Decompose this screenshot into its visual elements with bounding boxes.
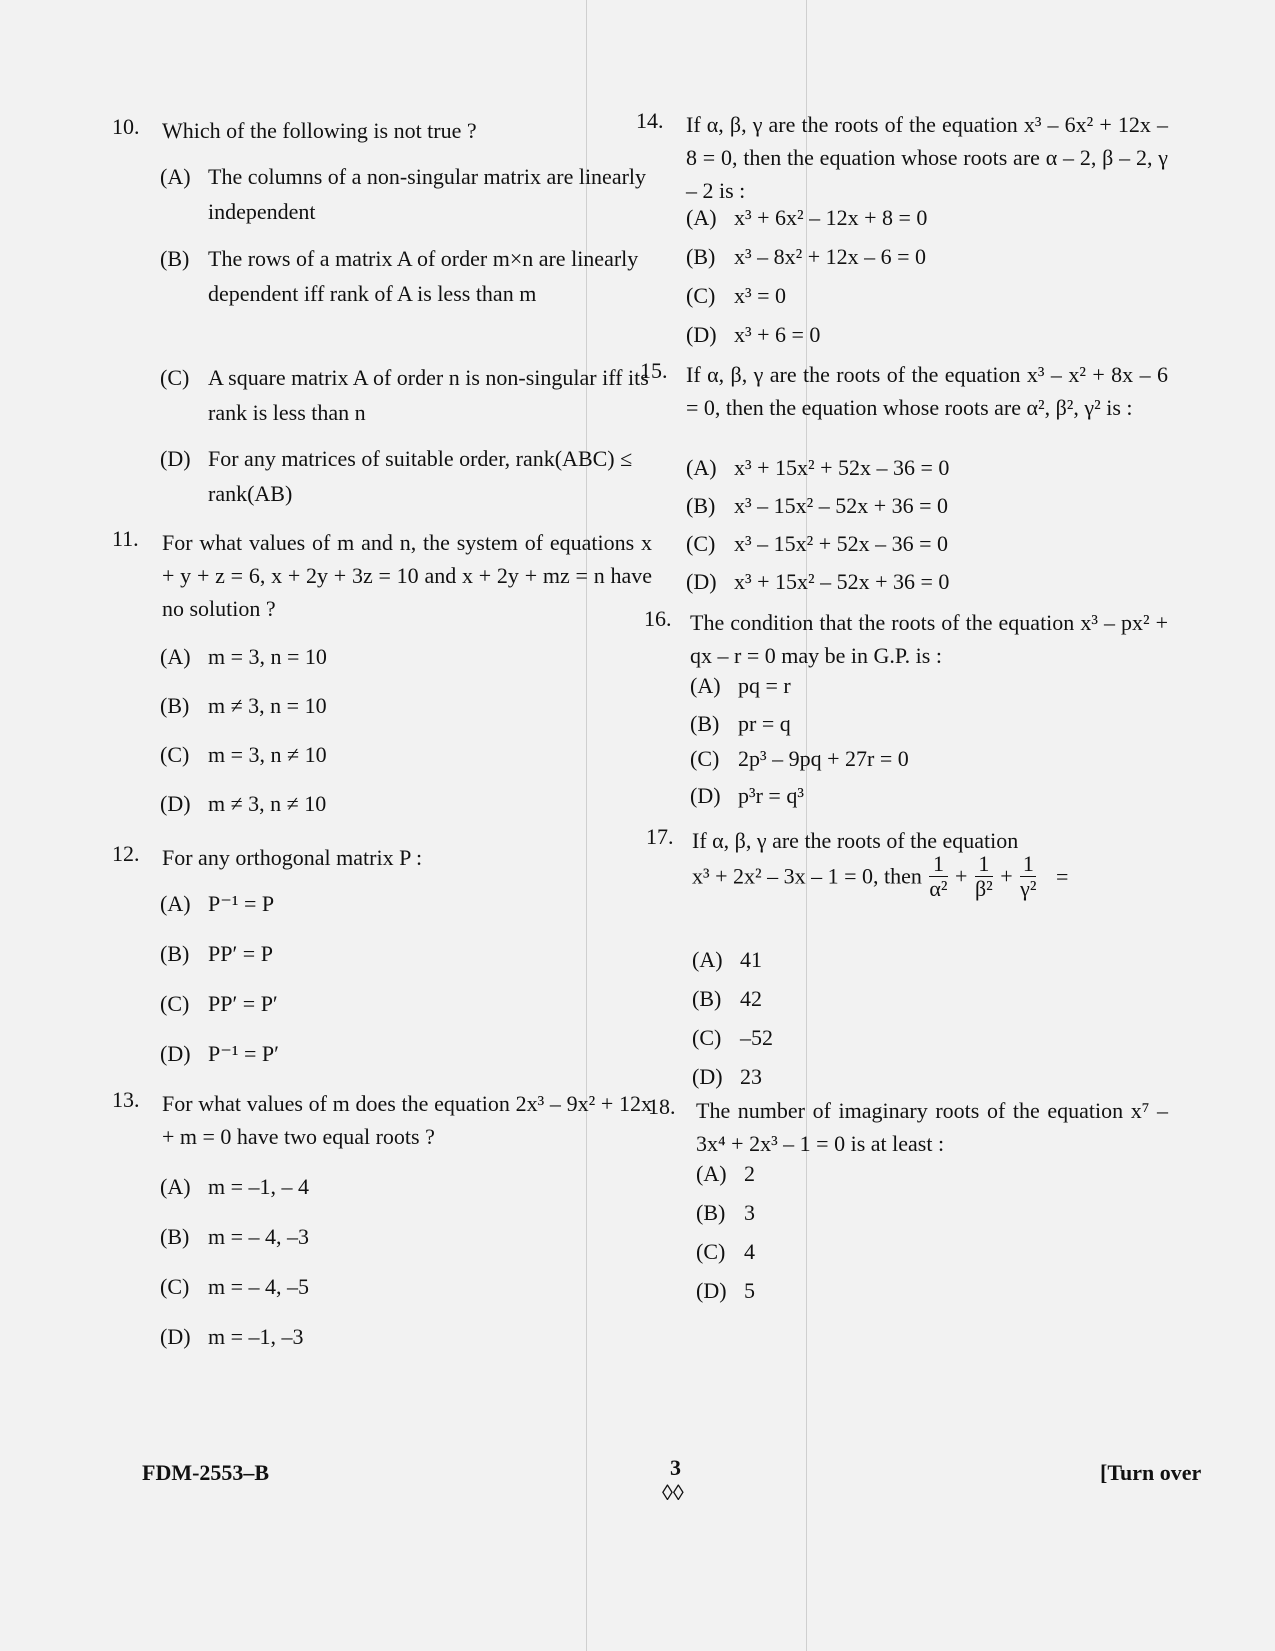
question-text: The number of imaginary roots of the equation x⁷ – 3x⁴ + 2x³ – 1 = 0 is at least : — [696, 1098, 1168, 1156]
option-letter: (A) — [690, 673, 721, 698]
option-letter: (C) — [160, 991, 190, 1016]
option-text: x³ + 6x² – 12x + 8 = 0 — [734, 205, 928, 230]
option-letter: (D) — [160, 1324, 191, 1349]
option-text: m ≠ 3, n ≠ 10 — [208, 791, 327, 816]
option-letter: (D) — [686, 322, 717, 347]
question-text: Which of the following is not true ? — [162, 118, 477, 143]
option-text: x³ = 0 — [734, 283, 787, 308]
option-letter: (C) — [690, 746, 720, 771]
question-text: The condition that the roots of the equation x³ – px² + qx – r = 0 may be in G.P. is : — [690, 610, 1168, 668]
fraction-numerator: 1 — [978, 851, 990, 876]
fraction-denominator: β² — [974, 876, 993, 901]
question-text: For any orthogonal matrix P : — [162, 845, 423, 870]
option-text: 2p³ – 9pq + 27r = 0 — [738, 746, 909, 771]
option-letter: (C) — [696, 1239, 726, 1264]
question-text: For what values of m does the equation 2x³ – 9x² + 12x + m = 0 have two equal roots ? — [162, 1091, 652, 1149]
option-text: P⁻¹ = P′ — [208, 1041, 279, 1066]
option-text: For any matrices of suitable order, rank(ABC) ≤ rank(AB) — [208, 446, 633, 506]
question-text: For what values of m and n, the system of equations x + y + z = 6, x + 2y + 3z = 10 and x + 2y + mz = n have no solution ? — [162, 530, 652, 621]
option-letter: (A) — [686, 455, 717, 480]
option-text: PP′ = P′ — [208, 991, 278, 1016]
equation-text: x³ + 2x² – 3x – 1 = 0, then — [692, 863, 922, 889]
option-text: m = – 4, –3 — [208, 1224, 310, 1249]
option-letter: (B) — [160, 693, 190, 718]
question-number: 17. — [646, 824, 674, 849]
option-letter: (B) — [696, 1200, 726, 1225]
option-text: x³ – 8x² + 12x – 6 = 0 — [734, 244, 927, 269]
plus-sign: + — [955, 863, 968, 889]
question-number: 12. — [112, 841, 140, 866]
option-text: 3 — [744, 1200, 755, 1225]
option-letter: (B) — [686, 244, 716, 269]
option-letter: (D) — [160, 446, 191, 471]
option-text: 5 — [744, 1278, 755, 1303]
question-number: 13. — [112, 1087, 140, 1112]
option-text: The columns of a non-singular matrix are linearly independent — [208, 164, 647, 224]
option-letter: (B) — [692, 986, 722, 1011]
option-text: m ≠ 3, n = 10 — [208, 693, 327, 718]
option-text: The rows of a matrix A of order m×n are linearly dependent iff rank of A is less than m — [208, 246, 639, 306]
option-text: pq = r — [738, 673, 791, 698]
option-letter: (C) — [692, 1025, 722, 1050]
option-text: A square matrix A of order n is non-singular iff its rank is less than n — [208, 365, 649, 425]
option-letter: (A) — [696, 1161, 727, 1186]
fraction-denominator: γ² — [1020, 876, 1037, 901]
option-text: x³ + 6 = 0 — [734, 322, 821, 347]
option-letter: (C) — [686, 531, 716, 556]
option-letter: (B) — [160, 246, 190, 271]
option-text: 23 — [740, 1064, 762, 1089]
diamond-ornament-icon: ◊◊ — [662, 1480, 684, 1505]
option-text: 41 — [740, 947, 762, 972]
option-text: pr = q — [738, 711, 791, 736]
option-text: x³ – 15x² – 52x + 36 = 0 — [734, 493, 949, 518]
option-letter: (D) — [690, 783, 721, 808]
option-text: x³ + 15x² + 52x – 36 = 0 — [734, 455, 950, 480]
option-text: P⁻¹ = P — [208, 891, 275, 916]
question-text: If α, β, γ are the roots of the equation — [692, 828, 1019, 853]
option-text: 4 — [744, 1239, 755, 1264]
fraction-gamma — [1020, 852, 1036, 901]
option-letter: (A) — [692, 947, 723, 972]
option-text: 42 — [740, 986, 762, 1011]
question-number: 16. — [644, 606, 672, 631]
option-letter: (D) — [160, 791, 191, 816]
fraction-beta — [975, 852, 993, 901]
page-number: 3 — [670, 1455, 681, 1480]
option-letter: (A) — [160, 644, 191, 669]
option-letter: (D) — [696, 1278, 727, 1303]
turn-over-label: [Turn over — [1100, 1460, 1202, 1485]
option-letter: (D) — [692, 1064, 723, 1089]
paper-code: FDM-2553–B — [142, 1460, 270, 1485]
option-letter: (A) — [160, 891, 191, 916]
option-letter: (A) — [160, 1174, 191, 1199]
option-letter: (D) — [686, 569, 717, 594]
option-letter: (A) — [686, 205, 717, 230]
question-text: If α, β, γ are the roots of the equation x³ – x² + 8x – 6 = 0, then the equation whose roots are α², β², γ² is : — [686, 362, 1168, 420]
question-number: 14. — [636, 108, 664, 133]
option-text: PP′ = P — [208, 941, 273, 966]
option-text: 2 — [744, 1161, 755, 1186]
option-text: m = –1, – 4 — [208, 1174, 310, 1199]
fraction-alpha — [929, 852, 947, 901]
option-text: x³ + 15x² – 52x + 36 = 0 — [734, 569, 950, 594]
equals-sign: = — [1055, 863, 1069, 889]
option-text: –52 — [740, 1025, 773, 1050]
option-letter: (C) — [686, 283, 716, 308]
question-number: 18. — [648, 1094, 676, 1119]
option-letter: (B) — [690, 711, 720, 736]
fraction-numerator: 1 — [1022, 851, 1034, 876]
option-text: m = – 4, –5 — [208, 1274, 310, 1299]
question-number: 11. — [112, 526, 139, 551]
option-text: m = 3, n ≠ 10 — [208, 742, 327, 767]
question-number: 15. — [640, 358, 668, 383]
option-text: m = –1, –3 — [208, 1324, 304, 1349]
option-text: x³ – 15x² + 52x – 36 = 0 — [734, 531, 949, 556]
equation-line — [692, 852, 1068, 901]
option-letter: (B) — [160, 941, 190, 966]
option-text: m = 3, n = 10 — [208, 644, 327, 669]
question-text: If α, β, γ are the roots of the equation x³ – 6x² + 12x – 8 = 0, then the equation whose roots are α – 2, β – 2, γ – 2 is : — [686, 112, 1168, 203]
option-letter: (C) — [160, 365, 190, 390]
option-letter: (D) — [160, 1041, 191, 1066]
fraction-numerator: 1 — [932, 851, 944, 876]
plus-sign: + — [1000, 863, 1013, 889]
option-letter: (C) — [160, 1274, 190, 1299]
option-letter: (A) — [160, 164, 191, 189]
option-letter: (B) — [160, 1224, 190, 1249]
fraction-denominator: α² — [929, 876, 948, 901]
option-letter: (C) — [160, 742, 190, 767]
option-letter: (B) — [686, 493, 716, 518]
option-text: p³r = q³ — [738, 783, 804, 808]
question-number: 10. — [112, 114, 140, 139]
